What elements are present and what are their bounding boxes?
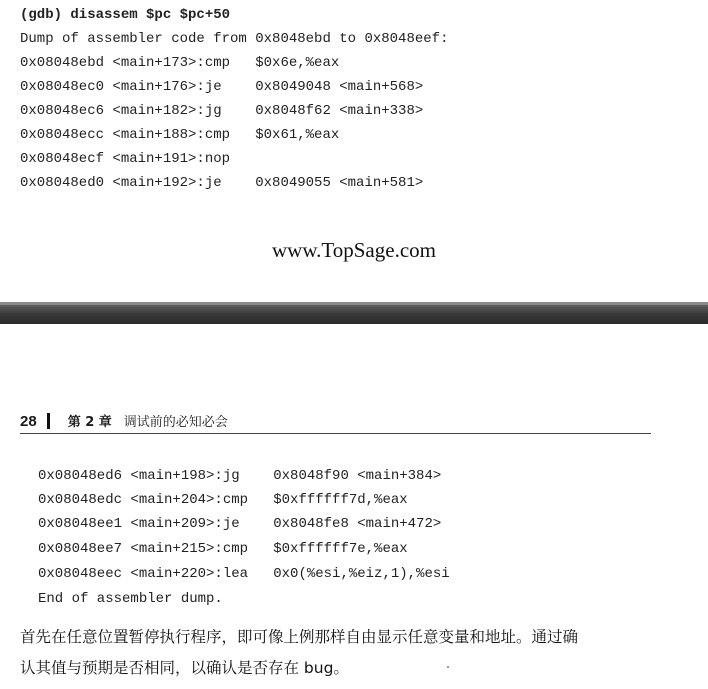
gdb-command: (gdb) disassem $pc $pc+50	[20, 7, 231, 23]
page-number: 28	[20, 413, 37, 430]
code-line: 0x08048ed0 <main+192>:je 0x8049055 <main+581>	[20, 175, 424, 191]
code-line: 0x08048ee1 <main+209>:je 0x8048fe8 <main+472>	[38, 516, 442, 532]
header-bar	[47, 413, 50, 429]
code-line: 0x08048edc <main+204>:cmp $0xffffff7d,%eax	[38, 492, 408, 508]
code-line: 0x08048ec0 <main+176>:je 0x8049048 <main+568>	[20, 79, 424, 95]
code-line: 0x08048ee7 <main+215>:cmp $0xffffff7e,%eax	[38, 541, 408, 557]
code-line: 0x08048ec6 <main+182>:jg 0x8048f62 <main+338>	[20, 103, 424, 119]
paragraph-line: 首先在任意位置暂停执行程序，即可像上例那样自由显示任意变量和地址。通过确	[20, 628, 579, 646]
page-separator-band	[0, 302, 708, 324]
code-line: 0x08048eec <main+220>:lea 0x0(%esi,%eiz,1),%esi	[38, 566, 450, 582]
watermark: www.TopSage.com	[272, 238, 436, 262]
paragraph-line: 认其值与预期是否相同，以确认是否存在 bug。	[20, 659, 349, 677]
code-line: 0x08048ed6 <main+198>:jg 0x8048f90 <main+384>	[38, 468, 442, 484]
code-end-line: End of assembler dump.	[38, 591, 223, 607]
chapter-title: 调试前的必知必会	[123, 415, 228, 430]
page-separator-highlight	[0, 302, 708, 305]
code-line: 0x08048ecf <main+191>:nop	[20, 151, 231, 167]
header-rule	[20, 433, 651, 434]
code-line: Dump of assembler code from 0x8048ebd to 0x8048eef:	[20, 31, 449, 47]
page-header	[20, 410, 228, 434]
stray-dot	[447, 666, 449, 668]
code-line: 0x08048ebd <main+173>:cmp $0x6e,%eax	[20, 55, 340, 71]
chapter-label: 第 2 章	[67, 415, 112, 430]
code-line: 0x08048ecc <main+188>:cmp $0x61,%eax	[20, 127, 340, 143]
